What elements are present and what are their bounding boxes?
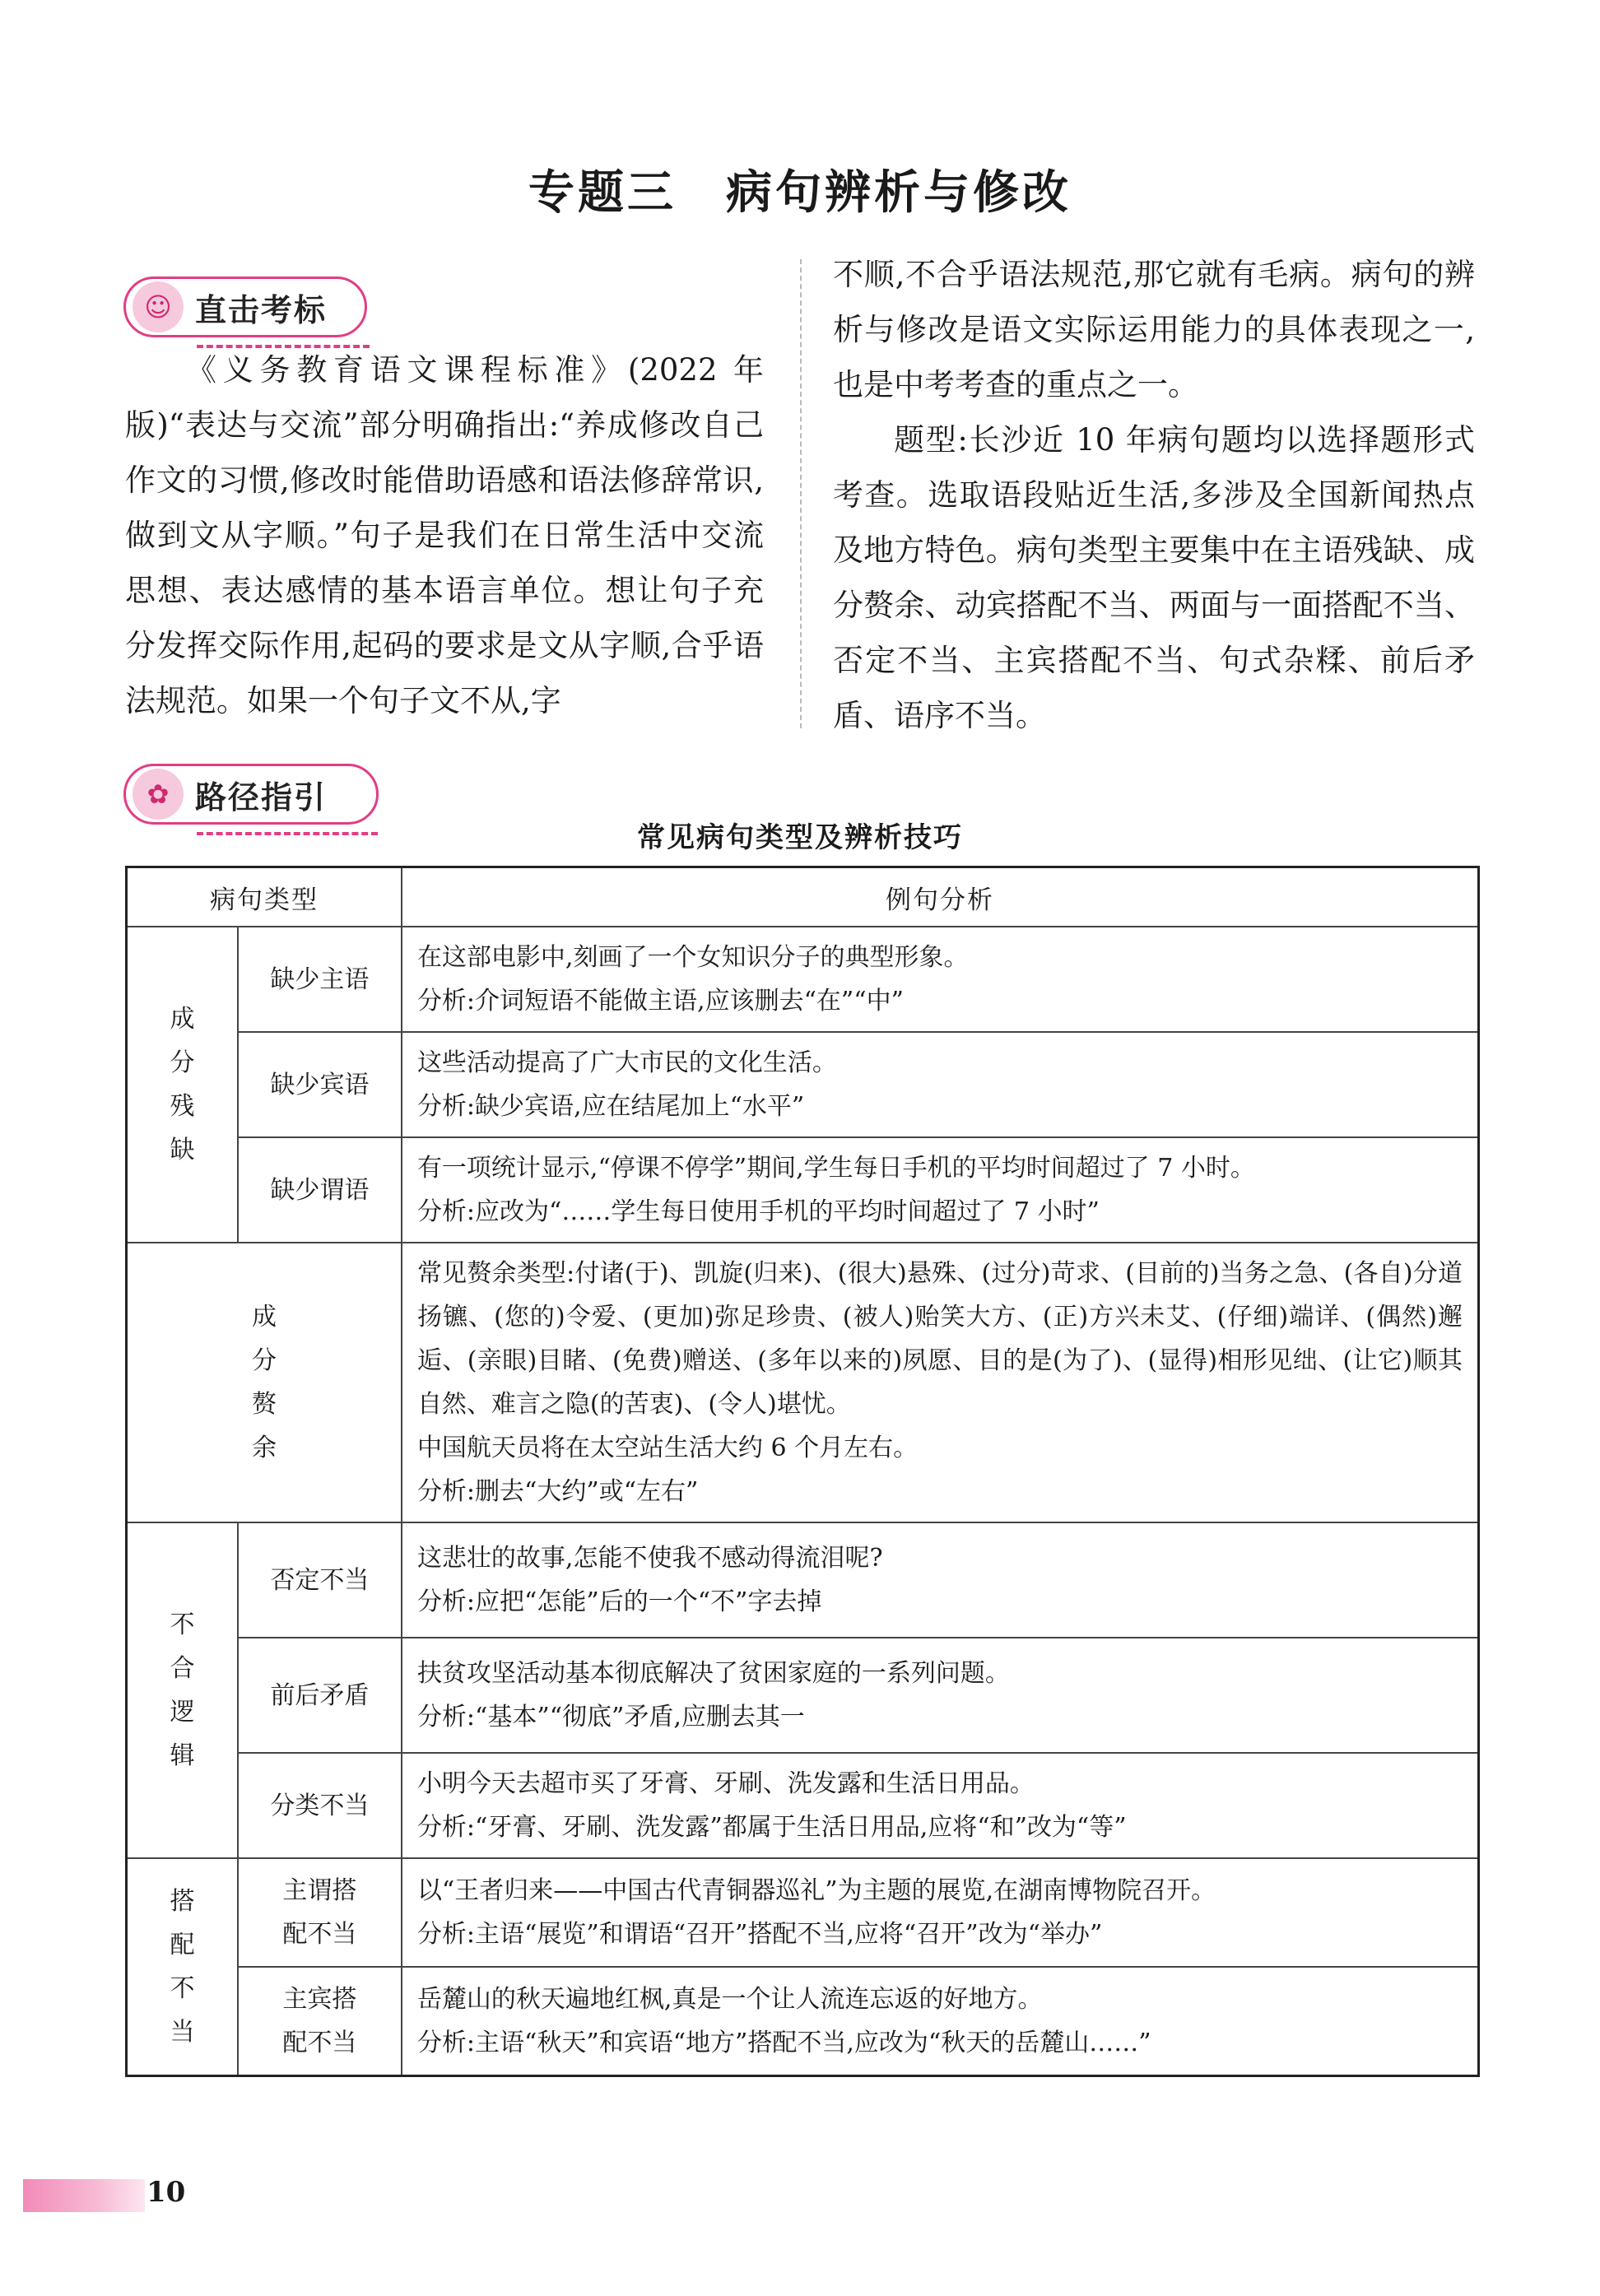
intro-right-text-1: 不顺,不合乎语法规范,那它就有毛病。病句的辨析与修改是语文实际运用能力的具体表现之一,也是中考考查的重点之一。 bbox=[833, 257, 1475, 402]
footer-accent-bar bbox=[23, 2179, 145, 2212]
column-divider bbox=[800, 259, 802, 728]
category-illogical: 不 合 逻 辑 bbox=[127, 1522, 238, 1858]
example-cell bbox=[402, 1967, 1479, 2075]
intro-left-paragraph bbox=[125, 342, 764, 728]
table-row bbox=[127, 1243, 1479, 1522]
intro-right-text-2: 题型:长沙近 10 年病句题均以选择题形式考查。选取语段贴近生活,多涉及全国新闻热点及地方特色。病句类型主要集中在主语残缺、成分赘余、动宾搭配不当、两面与一面搭配不当、否定不当、主宾搭配不当、句式杂糅、前后矛盾、语序不当。 bbox=[833, 422, 1475, 733]
analysis-text: 分析:应改为“……学生每日使用手机的平均时间超过了 7 小时” bbox=[416, 1197, 1100, 1226]
analysis-text: 分析:“基本”“彻底”矛盾,应删去其一 bbox=[416, 1703, 805, 1731]
table-row bbox=[127, 1522, 1479, 1638]
example-cell bbox=[402, 1137, 1479, 1243]
header-analysis: 例句分析 bbox=[402, 867, 1479, 927]
example-cell bbox=[402, 1638, 1479, 1753]
example-cell bbox=[402, 1858, 1479, 1967]
section-label-standard: 直击考标 bbox=[195, 291, 328, 328]
subtype-cell: 缺少谓语 bbox=[238, 1137, 402, 1243]
example-sentence: 扶贫攻坚活动基本彻底解决了贫困家庭的一系列问题。 bbox=[416, 1659, 1010, 1688]
table-row bbox=[127, 1967, 1479, 2075]
subtype-cell: 前后矛盾 bbox=[238, 1638, 402, 1753]
analysis-text: 分析:应把“怎能”后的一个“不”字去掉 bbox=[416, 1587, 822, 1616]
person-icon: ☺ bbox=[133, 281, 184, 332]
title-part2: 病句辨析与修改 bbox=[726, 165, 1072, 220]
table-header-row bbox=[127, 867, 1479, 927]
example-cell bbox=[402, 1753, 1479, 1858]
analysis-text: 分析:介词短语不能做主语,应该删去“在”“中” bbox=[416, 987, 904, 1016]
analysis-text: 分析:缺少宾语,应在结尾加上“水平” bbox=[416, 1092, 805, 1121]
redundant-types-text: 常见赘余类型:付诸(于)、凯旋(归来)、(很大)悬殊、(过分)苛求、(目前的)当务之急、(各自)分道扬镳、(您的)令爱、(更加)弥足珍贵、(被人)贻笑大方、(正)方兴未艾、(仔细)端详、(偶然)邂逅、(亲眼)目睹、(免费)赠送、(多年以来的)夙愿、目的是(为了)、(显得)相形见绌、(让它)顺其自然、难言之隐(的苦衷)、(令人)堪忧。 bbox=[416, 1259, 1463, 1419]
error-types-table bbox=[125, 866, 1480, 2077]
category-mismatch: 搭 配 不 当 bbox=[127, 1858, 238, 2075]
subtype-cell: 否定不当 bbox=[238, 1522, 402, 1638]
title-part1: 专题三 bbox=[528, 165, 677, 220]
example-sentence: 在这部电影中,刻画了一个女知识分子的典型形象。 bbox=[416, 943, 969, 972]
subtype-cell: 主宾搭 配不当 bbox=[238, 1967, 402, 2075]
example-sentence: 岳麓山的秋天遍地红枫,真是一个让人流连忘返的好地方。 bbox=[416, 1984, 1043, 2014]
analysis-text: 分析:主语“展览”和谓语“召开”搭配不当,应将“召开”改为“举办” bbox=[416, 1920, 1103, 1949]
table-caption: 常见病句类型及辨析技巧 bbox=[637, 821, 963, 854]
table-row bbox=[127, 1753, 1479, 1858]
category-missing: 成 分 残 缺 bbox=[127, 927, 238, 1243]
section-badge-standard bbox=[123, 277, 367, 337]
page-title bbox=[0, 156, 1600, 222]
analysis-text: 分析:“牙膏、牙刷、洗发露”都属于生活日用品,应将“和”改为“等” bbox=[416, 1813, 1127, 1842]
brain-icon: ✿ bbox=[133, 769, 184, 820]
header-type: 病句类型 bbox=[127, 867, 402, 927]
table-row bbox=[127, 1137, 1479, 1243]
section-label-guide: 路径指引 bbox=[195, 779, 328, 816]
example-sentence: 这悲壮的故事,怎能不使我不感动得流泪呢? bbox=[416, 1544, 883, 1573]
analysis-text: 分析:主语“秋天”和宾语“地方”搭配不当,应改为“秋天的岳麓山……” bbox=[416, 2028, 1151, 2057]
example-sentence: 这些活动提高了广大市民的文化生活。 bbox=[416, 1048, 837, 1077]
subtype-cell: 缺少主语 bbox=[238, 927, 402, 1032]
example-sentence: 有一项统计显示,“停课不停学”期间,学生每日手机的平均时间超过了 7 小时。 bbox=[416, 1154, 1255, 1183]
example-sentence: 小明今天去超市买了牙膏、牙刷、洗发露和生活日用品。 bbox=[416, 1769, 1035, 1798]
example-cell bbox=[402, 927, 1479, 1032]
example-cell bbox=[402, 1522, 1479, 1638]
example-sentence: 以“王者归来——中国古代青铜器巡礼”为主题的展览,在湖南博物院召开。 bbox=[416, 1876, 1216, 1905]
category-redundant: 成 分 赘 余 bbox=[127, 1243, 402, 1522]
table-row bbox=[127, 1032, 1479, 1137]
subtype-cell: 缺少宾语 bbox=[238, 1032, 402, 1137]
subtype-cell: 分类不当 bbox=[238, 1753, 402, 1858]
subtype-cell: 主谓搭 配不当 bbox=[238, 1858, 402, 1967]
example-cell bbox=[402, 1032, 1479, 1137]
intro-left-text: 《义务教育语文课程标准》(2022 年版)“表达与交流”部分明确指出:“养成修改自己作文的习惯,修改时能借助语感和语法修辞常识,做到文从字顺。”句子是我们在日常生活中交流思想、表达感情的基本语言单位。想让句子充分发挥交际作用,起码的要求是文从字顺,合乎语法规范。如果一个句子文不从,字 bbox=[125, 352, 764, 718]
intro-right-paragraphs bbox=[833, 247, 1475, 743]
page-number: 10 bbox=[147, 2176, 186, 2209]
analysis-text: 分析:删去“大约”或“左右” bbox=[416, 1477, 699, 1506]
example-cell bbox=[402, 1243, 1479, 1522]
table-row bbox=[127, 927, 1479, 1032]
example-sentence: 中国航天员将在太空站生活大约 6 个月左右。 bbox=[416, 1434, 919, 1462]
table-row bbox=[127, 1638, 1479, 1753]
table-row bbox=[127, 1858, 1479, 1967]
